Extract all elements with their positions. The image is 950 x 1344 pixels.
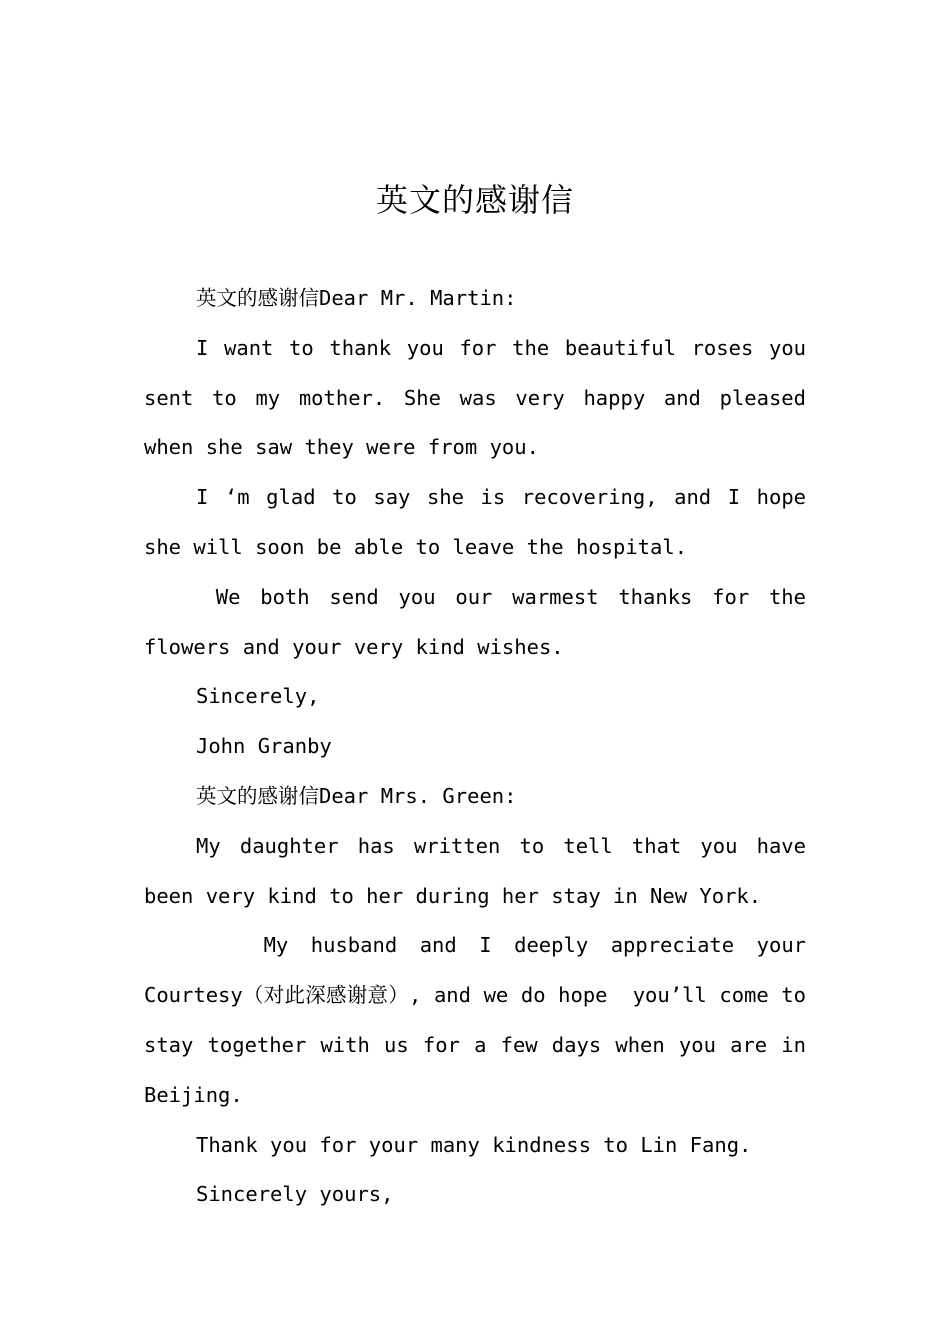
paragraph-appreciate: My husband and I deeply appreciate your Courtesy（对此深感谢意）, and we do hope you’ll come to stay together with us for a few days when you are in Beijing. (144, 933, 819, 1107)
document-title: 英文的感谢信 (375, 181, 574, 219)
letter-body (144, 274, 819, 1220)
paragraph-thanks: We both send you our warmest thanks for the flowers and your very kind wishes. (144, 584, 819, 659)
salutation-2: 英文的感谢信Dear Mrs. Green: (196, 783, 517, 808)
signature-1: John Granby (196, 734, 332, 759)
closing-1: Sincerely, (196, 684, 320, 709)
paragraph-roses: I want to thank you for the beautiful roses you sent to my mother. She was very happy and pleased when she saw they were from you. (144, 335, 806, 460)
closing-2: Sincerely yours, (196, 1182, 394, 1207)
paragraph-daughter: My daughter has written to tell that you have been very kind to her during her stay in New York. (144, 833, 806, 908)
paragraph-kindness: Thank you for your many kindness to Lin Fang. (196, 1132, 752, 1157)
salutation-1: 英文的感谢信Dear Mr. Martin: (196, 286, 517, 310)
paragraph-recovering: I ‘m glad to say she is recovering, and I hope she will soon be able to leave the hospital. (144, 485, 806, 559)
